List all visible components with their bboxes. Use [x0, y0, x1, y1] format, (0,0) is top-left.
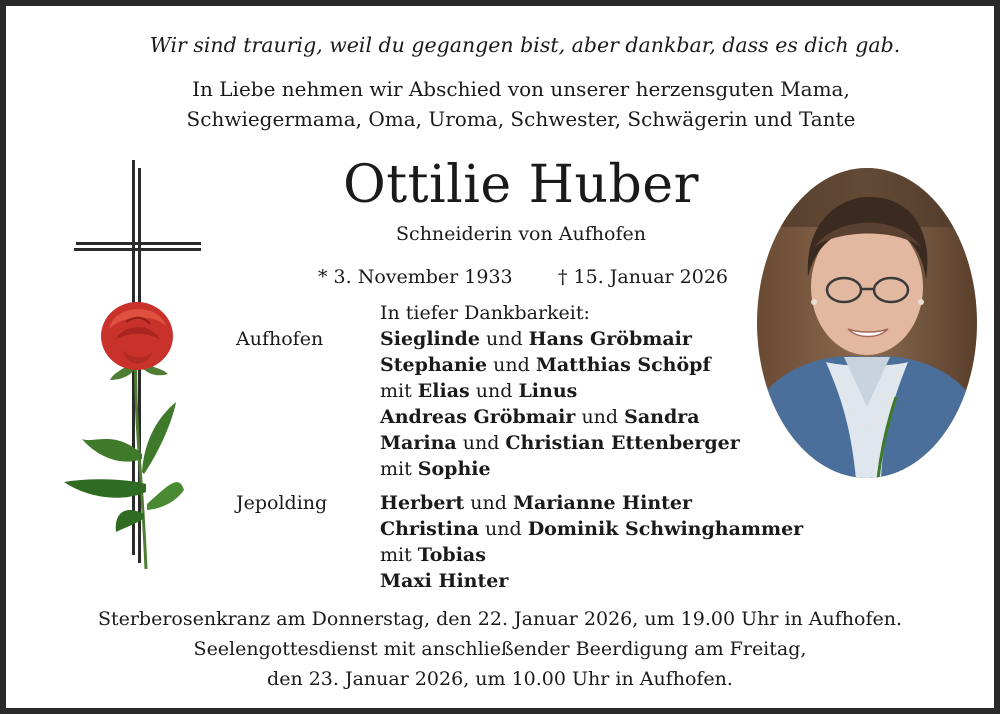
family-member-name: Hans Gröbmair	[528, 328, 692, 350]
family-line	[380, 404, 740, 430]
motto-line: Wir sind traurig, weil du gegangen bist, aber dankbar, dass es dich gab.	[149, 33, 901, 57]
family-line	[380, 568, 803, 594]
death-date: † 15. Januar 2026	[558, 266, 729, 288]
deceased-profession: Schneiderin von Aufhofen	[396, 223, 646, 245]
family-member-name: Stephanie	[380, 354, 488, 376]
family-member-name: Linus	[518, 380, 578, 402]
family-connector: und	[469, 380, 519, 402]
family-member-name: Dominik Schwinghammer	[527, 518, 804, 540]
cross-rose-illustration	[54, 154, 214, 584]
family-member-name: Christian Ettenberger	[505, 432, 740, 454]
family-member-name: Marina	[380, 432, 457, 454]
family-member-name: Marianne Hinter	[512, 492, 693, 514]
family-heading: In tiefer Dankbarkeit:	[380, 302, 590, 324]
family-member-name: Elias	[417, 380, 470, 402]
service-line: den 23. Januar 2026, um 10.00 Uhr in Aufhofen.	[267, 668, 733, 690]
family-group	[380, 326, 740, 482]
family-connector: und	[575, 406, 625, 428]
family-line	[380, 430, 740, 456]
family-connector: und	[487, 354, 536, 376]
rose-icon	[64, 302, 184, 569]
family-member-name: Tobias	[417, 544, 486, 566]
intro-line: In Liebe nehmen wir Abschied von unserer herzensguten Mama,	[192, 77, 850, 101]
family-member-name: Sieglinde	[380, 328, 480, 350]
family-line	[380, 352, 740, 378]
family-line	[380, 516, 803, 542]
family-member-name: Sophie	[417, 458, 491, 480]
family-line	[380, 542, 803, 568]
family-member-name: Herbert	[380, 492, 465, 514]
family-member-name: Andreas Gröbmair	[380, 406, 576, 428]
portrait-photo	[756, 167, 978, 479]
family-connector: und	[456, 432, 506, 454]
service-line: Seelengottesdienst mit anschließender Beerdigung am Freitag,	[193, 638, 807, 660]
family-connector: mit	[380, 544, 418, 566]
service-line: Sterberosenkranz am Donnerstag, den 22. Januar 2026, um 19.00 Uhr in Aufhofen.	[97, 608, 903, 630]
birth-date: * 3. November 1933	[318, 266, 513, 288]
family-line	[380, 326, 740, 352]
family-member-name: Sandra	[624, 406, 700, 428]
family-line	[380, 490, 803, 516]
family-connector: mit	[380, 380, 418, 402]
intro-line: Schwiegermama, Oma, Uroma, Schwester, Schwägerin und Tante	[186, 107, 856, 131]
family-line	[380, 456, 740, 482]
family-place: Jepolding	[236, 492, 328, 514]
family-member-name: Maxi Hinter	[380, 570, 509, 592]
family-member-name: Matthias Schöpf	[535, 354, 711, 376]
family-connector: und	[478, 518, 528, 540]
family-group	[380, 490, 803, 594]
family-connector: und	[479, 328, 529, 350]
intro-text	[6, 74, 994, 134]
family-member-name: Christina	[380, 518, 479, 540]
family-connector: und	[464, 492, 513, 514]
deceased-name: Ottilie Huber	[343, 155, 699, 215]
family-place: Aufhofen	[236, 328, 324, 350]
service-details	[6, 604, 994, 694]
family-line	[380, 378, 740, 404]
family-connector: mit	[380, 458, 418, 480]
